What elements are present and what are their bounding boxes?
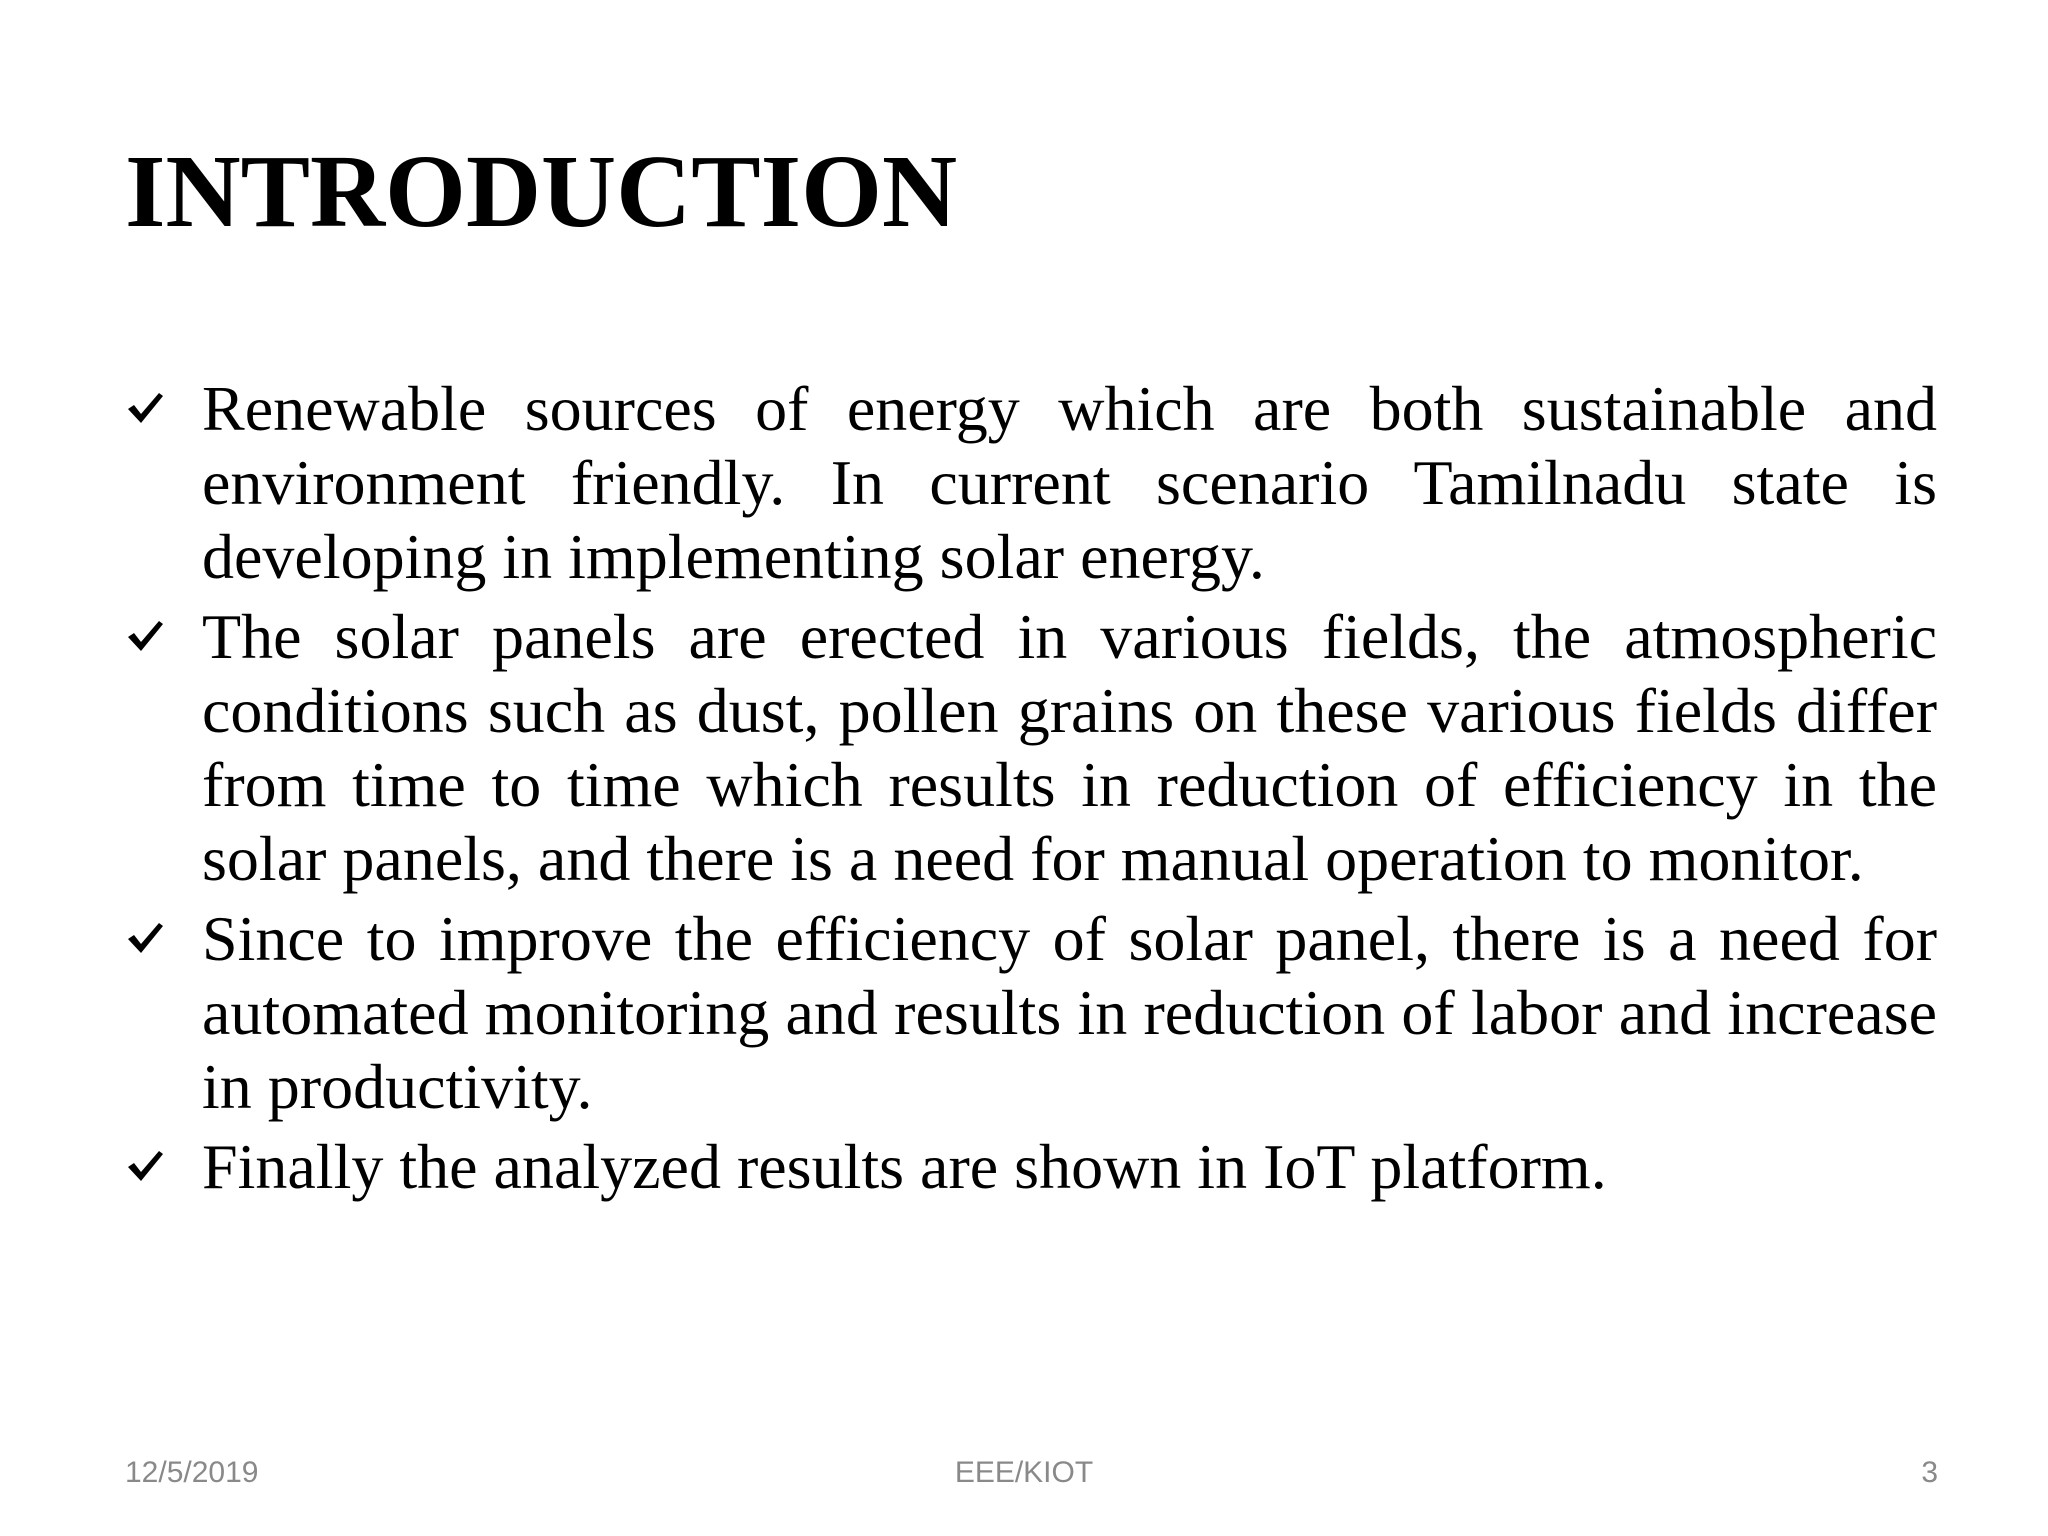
check-icon xyxy=(125,902,169,976)
footer-center-text: EEE/KIOT xyxy=(954,1456,1094,1489)
bullet-item xyxy=(125,600,1937,896)
check-icon xyxy=(125,1130,169,1204)
bullet-item xyxy=(125,902,1937,1124)
bullet-text: The solar panels are erected in various fields, the atmospheric conditions such as dust, pollen grains on these various fields differ from time to time which results in reduction of efficiency in the solar panels, and there is a need for manual operation to monitor. xyxy=(202,601,1937,894)
check-icon xyxy=(125,372,169,446)
bullet-list xyxy=(125,372,1937,1210)
bullet-item xyxy=(125,1130,1937,1204)
slide-title: INTRODUCTION xyxy=(125,134,958,249)
footer-date: 12/5/2019 xyxy=(125,1456,259,1489)
bullet-text: Renewable sources of energy which are both sustainable and environment friendly. In current scenario Tamilnadu state is developing in implementing solar energy. xyxy=(202,373,1937,592)
bullet-text: Since to improve the efficiency of solar panel, there is a need for automated monitoring and results in reduction of labor and increase in productivity. xyxy=(202,903,1937,1122)
page-number: 3 xyxy=(1921,1456,1938,1489)
bullet-text: Finally the analyzed results are shown in IoT platform. xyxy=(202,1131,1607,1202)
check-icon xyxy=(125,600,169,674)
bullet-item xyxy=(125,372,1937,594)
